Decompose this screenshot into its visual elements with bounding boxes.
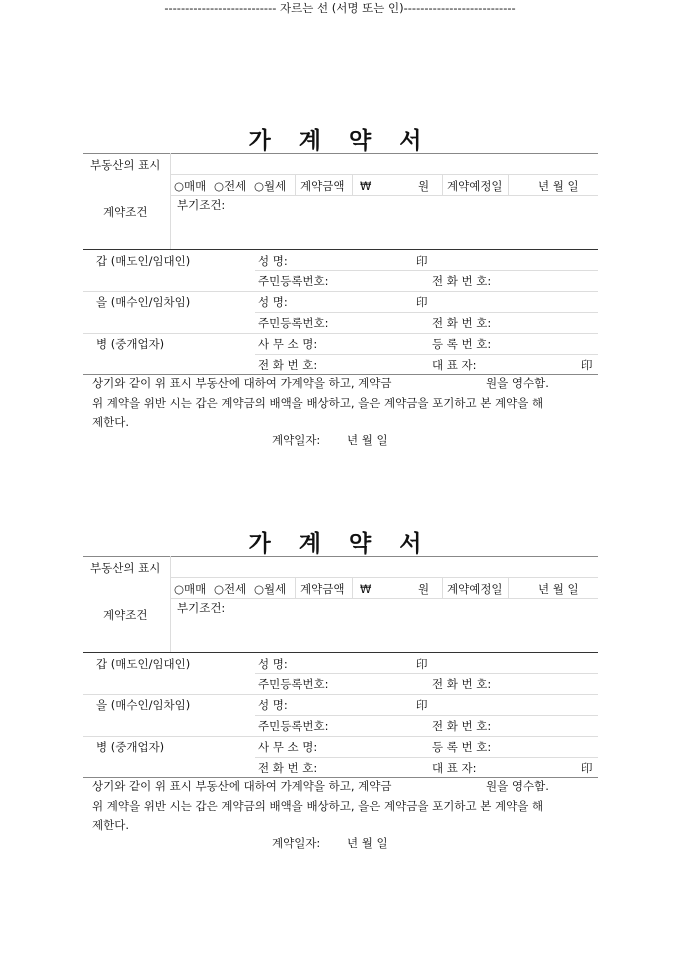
divider: [352, 174, 353, 195]
type-sale-option: ○매매: [174, 179, 207, 193]
party-c-seal: 印: [581, 358, 593, 372]
divider: [170, 556, 171, 652]
divider: [83, 291, 598, 292]
party-c-phone-label: 전 화 번 호:: [258, 761, 318, 775]
type-monthly-option: ○월세: [254, 179, 287, 193]
section-rule: [83, 652, 598, 653]
party-c-office-label: 사 무 소 명:: [258, 337, 318, 351]
party-a-name-label: 성 명:: [258, 657, 288, 671]
scheduled-date-label: 계약예정일: [447, 582, 503, 596]
statement-line-1-end: 원을 영수함.: [486, 779, 549, 793]
contract-date-label: 계약일자:: [272, 836, 321, 850]
statement-line-2: 위 계약을 위반 시는 갑은 계약금의 배액을 배상하고, 을은 계약금을 포기하고 본 계약을 해: [92, 396, 544, 410]
party-b-phone-label: 전 화 번 호:: [432, 719, 492, 733]
divider: [255, 312, 598, 313]
type-monthly-option: ○월세: [254, 582, 287, 596]
party-a-phone-label: 전 화 번 호:: [432, 274, 492, 288]
divider: [442, 577, 443, 598]
document-title: 가 계 약 서: [248, 531, 432, 557]
type-sale-option: ○매매: [174, 582, 207, 596]
top-rule: [83, 153, 598, 154]
statement-line-1: 상기와 같이 위 표시 부동산에 대하여 가계약을 하고, 계약금: [92, 779, 392, 793]
section-rule: [83, 249, 598, 250]
party-b-name-label: 성 명:: [258, 295, 288, 309]
party-c-label: 병 (중개업자): [96, 337, 165, 351]
amount-label: 계약금액: [300, 582, 345, 596]
party-c-rep-label: 대 표 자:: [432, 358, 477, 372]
contract-terms-label: 계약조건: [103, 608, 148, 622]
contract-terms-label: 계약조건: [103, 205, 148, 219]
party-b-id-label: 주민등록번호:: [258, 316, 329, 330]
currency-symbol: ₩: [360, 179, 372, 193]
party-c-reg-label: 등 록 번 호:: [432, 740, 492, 754]
party-c-reg-label: 등 록 번 호:: [432, 337, 492, 351]
divider: [255, 673, 598, 674]
scheduled-date-blank: 년 월 일: [538, 582, 579, 596]
divider: [442, 174, 443, 195]
divider: [255, 270, 598, 271]
divider: [352, 577, 353, 598]
statement-line-1-end: 원을 영수함.: [486, 376, 549, 390]
scheduled-date-label: 계약예정일: [447, 179, 503, 193]
contract-copy-top: [0, 0, 680, 447]
section-rule: [83, 777, 598, 778]
divider: [508, 577, 509, 598]
section-rule: [83, 374, 598, 375]
divider: [170, 153, 171, 249]
type-jeonse-option: ○전세: [214, 179, 247, 193]
divider: [295, 577, 296, 598]
statement-line-3: 제한다.: [92, 818, 129, 832]
scheduled-date-blank: 년 월 일: [538, 179, 579, 193]
currency-symbol: ₩: [360, 582, 372, 596]
statement-line-3: 제한다.: [92, 415, 129, 429]
contract-date-label: 계약일자:: [272, 433, 321, 447]
top-rule: [83, 556, 598, 557]
party-a-phone-label: 전 화 번 호:: [432, 677, 492, 691]
extra-conditions-label: 부기조건:: [177, 198, 226, 212]
divider: [295, 174, 296, 195]
party-c-seal: 印: [581, 761, 593, 775]
cut-line: --------------------------- 자르는 선 (서명 또는 인)---------------------------: [164, 1, 516, 15]
contract-date-blank: 년 월 일: [347, 836, 388, 850]
party-b-name-label: 성 명:: [258, 698, 288, 712]
party-a-label: 갑 (매도인/임대인): [96, 254, 191, 268]
contract-copy-bottom: [0, 403, 680, 850]
extra-conditions-label: 부기조건:: [177, 601, 226, 615]
party-a-name-label: 성 명:: [258, 254, 288, 268]
party-b-phone-label: 전 화 번 호:: [432, 316, 492, 330]
document-title: 가 계 약 서: [248, 128, 432, 154]
party-b-seal: 印: [416, 698, 428, 712]
divider: [255, 757, 598, 758]
party-a-id-label: 주민등록번호:: [258, 274, 329, 288]
party-c-office-label: 사 무 소 명:: [258, 740, 318, 754]
party-a-label: 갑 (매도인/임대인): [96, 657, 191, 671]
property-label: 부동산의 표시: [90, 158, 161, 172]
party-b-label: 을 (매수인/임차임): [96, 698, 191, 712]
statement-line-2: 위 계약을 위반 시는 갑은 계약금의 배액을 배상하고, 을은 계약금을 포기하고 본 계약을 해: [92, 799, 544, 813]
divider: [255, 715, 598, 716]
party-c-phone-label: 전 화 번 호:: [258, 358, 318, 372]
divider: [170, 577, 598, 578]
won-label: 원: [418, 179, 430, 193]
divider: [83, 736, 598, 737]
party-b-id-label: 주민등록번호:: [258, 719, 329, 733]
contract-date-blank: 년 월 일: [347, 433, 388, 447]
type-jeonse-option: ○전세: [214, 582, 247, 596]
divider: [83, 333, 598, 334]
statement-line-1: 상기와 같이 위 표시 부동산에 대하여 가계약을 하고, 계약금: [92, 376, 392, 390]
divider: [170, 174, 598, 175]
party-c-rep-label: 대 표 자:: [432, 761, 477, 775]
party-a-id-label: 주민등록번호:: [258, 677, 329, 691]
party-a-seal: 印: [416, 254, 428, 268]
party-a-seal: 印: [416, 657, 428, 671]
divider: [170, 195, 598, 196]
amount-label: 계약금액: [300, 179, 345, 193]
divider: [508, 174, 509, 195]
property-label: 부동산의 표시: [90, 561, 161, 575]
party-b-label: 을 (매수인/임차임): [96, 295, 191, 309]
party-b-seal: 印: [416, 295, 428, 309]
divider: [83, 694, 598, 695]
divider: [170, 598, 598, 599]
won-label: 원: [418, 582, 430, 596]
party-c-label: 병 (중개업자): [96, 740, 165, 754]
divider: [255, 354, 598, 355]
